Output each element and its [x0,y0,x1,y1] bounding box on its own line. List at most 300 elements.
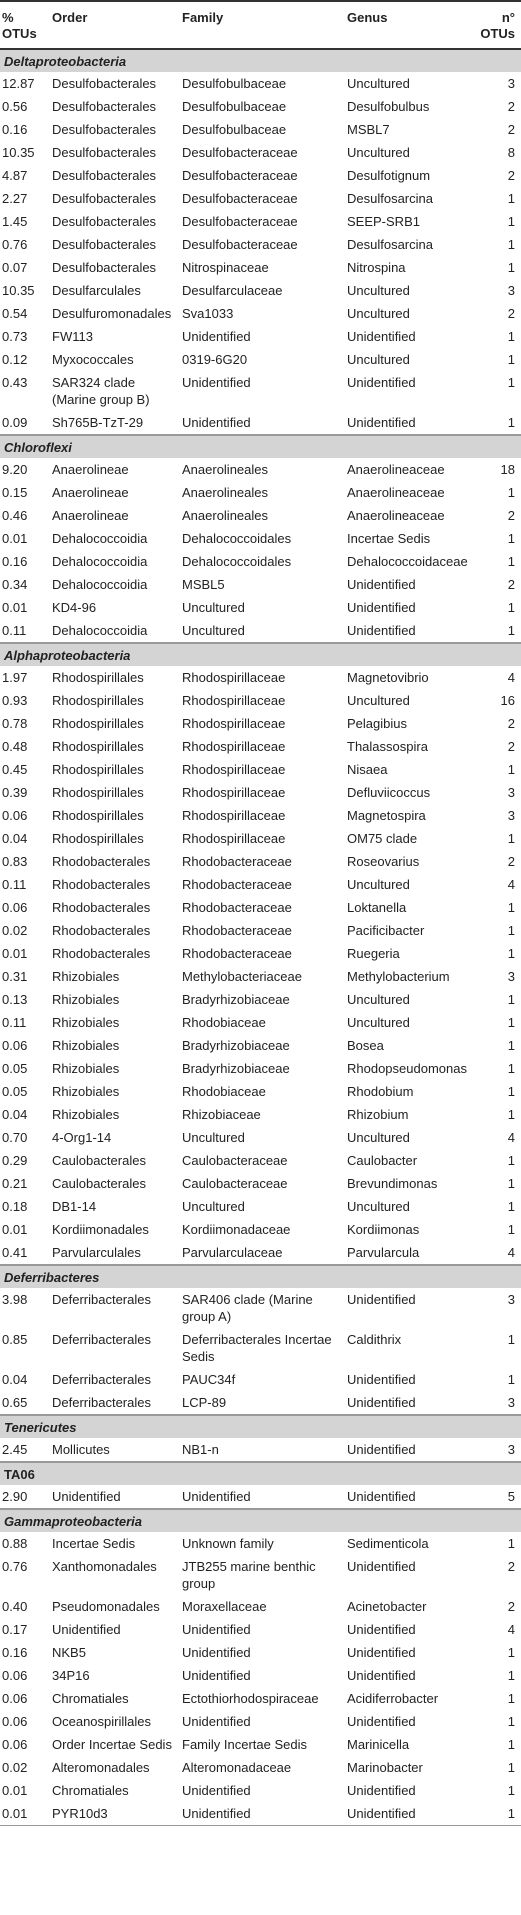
cell-pct-otus: 0.06 [2,1691,28,1706]
cell-family: Desulfobacteraceae [182,191,298,206]
cell-order: Rhodospirillales [52,831,144,846]
cell-pct-otus: 0.54 [2,306,28,321]
cell-order: Rhizobiales [52,1061,120,1076]
cell-order: Deferribacterales [52,1395,151,1410]
cell-family: Dehalococcoidales [182,531,292,546]
table-row [0,758,521,781]
cell-genus: Bosea [347,1038,384,1053]
cell-n-otus: 8 [507,145,515,160]
cell-pct-otus: 0.01 [2,1222,28,1237]
cell-n-otus: 1 [507,1199,515,1214]
table-row [0,1391,521,1415]
cell-order: SAR324 clade (Marine group B) [52,375,150,407]
cell-genus: Uncultured [347,352,410,367]
cell-pct-otus: 0.15 [2,485,28,500]
table-row [0,1641,521,1664]
table-row [0,164,521,187]
cell-n-otus: 16 [500,693,515,708]
cell-pct-otus: 0.83 [2,854,28,869]
table-row [0,458,521,481]
cell-n-otus: 1 [507,1222,515,1237]
cell-pct-otus: 0.01 [2,1783,28,1798]
cell-order: Sh765B-TzT-29 [52,415,144,430]
table-row [0,256,521,279]
cell-pct-otus: 0.05 [2,1061,28,1076]
cell-pct-otus: 0.11 [2,877,27,892]
cell-pct-otus: 0.11 [2,623,27,638]
cell-pct-otus: 0.46 [2,508,28,523]
cell-order: Chromatiales [52,1783,129,1798]
cell-n-otus: 5 [507,1489,515,1504]
cell-pct-otus: 0.05 [2,1084,28,1099]
cell-n-otus: 3 [507,969,515,984]
cell-order: Rhodobacterales [52,877,151,892]
cell-n-otus: 1 [507,1107,515,1122]
cell-genus: Unidentified [347,1622,416,1637]
cell-genus: Unidentified [347,1372,416,1387]
table-row [0,1664,521,1687]
cell-order: Rhodospirillales [52,670,144,685]
table-row [0,1485,521,1509]
cell-family: Unidentified [182,1668,251,1683]
table-row [0,1288,521,1328]
table-row [0,919,521,942]
table-row [0,1149,521,1172]
table-row [0,573,521,596]
header-family: Family [180,1,345,49]
cell-n-otus: 1 [507,1153,515,1168]
cell-n-otus: 1 [507,600,515,615]
cell-pct-otus: 2.45 [2,1442,28,1457]
cell-genus: Rhodopseudomonas [347,1061,467,1076]
cell-genus: Unidentified [347,415,416,430]
cell-pct-otus: 0.73 [2,329,28,344]
cell-n-otus: 2 [507,508,515,523]
cell-pct-otus: 0.13 [2,992,28,1007]
cell-genus: Marinobacter [347,1760,423,1775]
group-name: Alphaproteobacteria [0,643,521,666]
table-row [0,1555,521,1595]
cell-family: Uncultured [182,600,245,615]
cell-n-otus: 1 [507,1015,515,1030]
cell-order: KD4-96 [52,600,97,615]
cell-order: Desulfobacterales [52,214,157,229]
cell-genus: Unidentified [347,329,416,344]
cell-genus: Acidiferrobacter [347,1691,439,1706]
cell-genus: Nitrospina [347,260,406,275]
cell-n-otus: 1 [507,1737,515,1752]
cell-genus: Rhizobium [347,1107,409,1122]
cell-genus: Ruegeria [347,946,400,961]
cell-family: Ectothiorhodospiraceae [182,1691,319,1706]
cell-genus: Unidentified [347,600,416,615]
cell-order: Rhizobiales [52,1038,120,1053]
table-row [0,72,521,95]
table-row [0,896,521,919]
cell-genus: Unidentified [347,1714,416,1729]
group-header-row [0,1462,521,1485]
cell-genus: Uncultured [347,145,410,160]
cell-family: Desulfobulbaceae [182,99,287,114]
cell-order: Rhizobiales [52,1084,120,1099]
table-row [0,1218,521,1241]
cell-family: Moraxellaceae [182,1599,267,1614]
cell-genus: Brevundimonas [347,1176,438,1191]
cell-n-otus: 1 [507,260,515,275]
table-row [0,1080,521,1103]
cell-genus: Dehalococcoidaceae [347,554,468,569]
cell-genus: Nisaea [347,762,388,777]
cell-n-otus: 1 [507,191,515,206]
cell-family: Rhodospirillaceae [182,670,286,685]
cell-n-otus: 1 [507,375,515,390]
cell-family: Rhodobacteraceae [182,900,292,915]
group-header-row [0,435,521,458]
cell-genus: Uncultured [347,1015,410,1030]
table-row [0,596,521,619]
cell-genus: Unidentified [347,1395,416,1410]
cell-order: Dehalococcoidia [52,531,148,546]
cell-genus: Loktanella [347,900,407,915]
cell-genus: Pacificibacter [347,923,425,938]
table-row [0,411,521,435]
cell-genus: Rhodobium [347,1084,414,1099]
table-row [0,712,521,735]
cell-n-otus: 1 [507,1061,515,1076]
cell-family: 0319-6G20 [182,352,248,367]
cell-n-otus: 2 [507,739,515,754]
cell-genus: Desulfosarcina [347,191,433,206]
table-row [0,481,521,504]
table-row [0,1595,521,1618]
cell-family: Unidentified [182,1622,251,1637]
cell-genus: Unidentified [347,1559,416,1574]
cell-family: Rhodobacteraceae [182,946,292,961]
cell-order: Unidentified [52,1622,121,1637]
cell-n-otus: 1 [507,923,515,938]
cell-order: Rhizobiales [52,1015,120,1030]
cell-pct-otus: 0.06 [2,1038,28,1053]
header-pct-otus: % OTUs [0,1,50,49]
cell-n-otus: 4 [507,670,515,685]
cell-family: Desulfobacteraceae [182,214,298,229]
cell-pct-otus: 2.90 [2,1489,28,1504]
cell-n-otus: 1 [507,415,515,430]
cell-pct-otus: 0.07 [2,260,28,275]
cell-family: Alteromonadaceae [182,1760,292,1775]
cell-family: JTB255 marine benthic group [182,1559,316,1591]
cell-order: Alteromonadales [52,1760,150,1775]
table-row [0,988,521,1011]
cell-order: Desulfobacterales [52,237,157,252]
cell-n-otus: 4 [507,1130,515,1145]
cell-n-otus: 1 [507,352,515,367]
table-row [0,850,521,873]
cell-genus: Anaerolineaceae [347,508,445,523]
cell-genus: Acinetobacter [347,1599,427,1614]
cell-order: Anaerolineae [52,508,129,523]
table-row [0,1057,521,1080]
cell-n-otus: 4 [507,1245,515,1260]
cell-order: Rhizobiales [52,969,120,984]
cell-genus: Magnetospira [347,808,426,823]
group-name: Chloroflexi [0,435,521,458]
cell-family: Rhodobiaceae [182,1015,266,1030]
header-n-otus: n° OTUs [475,1,521,49]
table-body [0,49,521,1826]
cell-family: Unidentified [182,1783,251,1798]
cell-pct-otus: 0.70 [2,1130,28,1145]
cell-family: Bradyrhizobiaceae [182,992,290,1007]
cell-family: Anaerolineales [182,485,269,500]
cell-pct-otus: 0.17 [2,1622,28,1637]
table-row [0,141,521,164]
cell-family: Desulfarculaceae [182,283,283,298]
table-row [0,1756,521,1779]
cell-pct-otus: 0.18 [2,1199,28,1214]
cell-order: 4-Org1-14 [52,1130,112,1145]
cell-genus: Defluviicoccus [347,785,431,800]
cell-n-otus: 1 [507,237,515,252]
cell-order: Unidentified [52,1489,121,1504]
cell-n-otus: 1 [507,946,515,961]
cell-family: Family Incertae Sedis [182,1737,307,1752]
cell-pct-otus: 2.27 [2,191,28,206]
table-row [0,1172,521,1195]
cell-family: Caulobacteraceae [182,1176,288,1191]
group-header-row [0,1509,521,1532]
table-row [0,804,521,827]
cell-n-otus: 1 [507,1536,515,1551]
cell-genus: Uncultured [347,877,410,892]
cell-order: Caulobacterales [52,1176,146,1191]
cell-family: PAUC34f [182,1372,236,1387]
cell-genus: Marinicella [347,1737,410,1752]
cell-pct-otus: 0.16 [2,554,28,569]
cell-order: Deferribacterales [52,1292,151,1307]
cell-pct-otus: 0.48 [2,739,28,754]
cell-n-otus: 3 [507,76,515,91]
table-row [0,1103,521,1126]
cell-order: FW113 [52,329,93,344]
cell-family: Caulobacteraceae [182,1153,288,1168]
cell-genus: Incertae Sedis [347,531,431,546]
cell-family: Anaerolineales [182,462,269,477]
cell-n-otus: 1 [507,1645,515,1660]
table-row [0,1438,521,1462]
table-row [0,348,521,371]
cell-genus: Unidentified [347,623,416,638]
cell-n-otus: 1 [507,1332,515,1347]
cell-n-otus: 1 [507,329,515,344]
cell-order: Parvularculales [52,1245,141,1260]
cell-family: Unidentified [180,1802,345,1826]
cell-order: Desulfobacterales [52,99,157,114]
cell-order: Rhodospirillales [52,785,144,800]
cell-family: LCP-89 [182,1395,227,1410]
cell-family: Sva1033 [182,306,234,321]
cell-genus: Unidentified [347,1442,416,1457]
cell-order: Rhodospirillales [52,808,144,823]
cell-order: Desulfobacterales [52,145,157,160]
cell-family: Desulfobacteraceae [182,237,298,252]
cell-order: Anaerolineae [52,485,129,500]
cell-order: Dehalococcoidia [52,623,148,638]
cell-pct-otus: 0.06 [2,1737,28,1752]
cell-n-otus: 2 [507,1559,515,1574]
table-row [0,1779,521,1802]
table-row [0,279,521,302]
header-row [0,1,521,49]
cell-genus: Roseovarius [347,854,420,869]
table-row [0,527,521,550]
cell-n-otus: 1 [507,485,515,500]
table-row [0,1802,521,1826]
cell-n-otus: 1 [507,1084,515,1099]
cell-family: Rhodospirillaceae [182,785,286,800]
cell-family: Anaerolineales [182,508,269,523]
cell-genus: Uncultured [347,76,410,91]
group-header-row [0,643,521,666]
header-order: Order [50,1,180,49]
cell-n-otus: 18 [500,462,515,477]
cell-genus: Unidentified [347,1292,416,1307]
cell-n-otus: 1 [507,1372,515,1387]
cell-family: Unidentified [182,1645,251,1660]
cell-genus: Sedimenticola [347,1536,429,1551]
table-row [0,1733,521,1756]
cell-pct-otus: 0.76 [2,237,28,252]
cell-n-otus: 1 [475,1802,521,1826]
cell-n-otus: 3 [507,283,515,298]
table-row [0,1328,521,1368]
cell-order: Rhizobiales [52,992,120,1007]
cell-n-otus: 1 [507,762,515,777]
cell-n-otus: 3 [507,808,515,823]
cell-genus: Unidentified [347,1668,416,1683]
cell-n-otus: 3 [507,1395,515,1410]
table-header [0,1,521,49]
cell-family: Rhodospirillaceae [182,693,286,708]
cell-family: Unidentified [182,375,251,390]
cell-pct-otus: 0.40 [2,1599,28,1614]
cell-family: Nitrospinaceae [182,260,269,275]
cell-genus: Uncultured [347,1130,410,1145]
cell-genus: Unidentified [345,1802,475,1826]
cell-family: Rhodospirillaceae [182,739,286,754]
cell-pct-otus: 0.06 [2,1714,28,1729]
cell-family: Bradyrhizobiaceae [182,1061,290,1076]
cell-genus: Anaerolineaceae [347,485,445,500]
cell-pct-otus: 0.56 [2,99,28,114]
cell-pct-otus: 0.06 [2,900,28,915]
header-genus: Genus [345,1,475,49]
cell-order: Incertae Sedis [52,1536,136,1551]
table-row [0,689,521,712]
cell-order: Rhodospirillales [52,739,144,754]
cell-genus: Uncultured [347,306,410,321]
cell-n-otus: 1 [507,1038,515,1053]
cell-n-otus: 4 [507,877,515,892]
table-row [0,1126,521,1149]
cell-pct-otus: 0.29 [2,1153,28,1168]
cell-pct-otus: 0.04 [2,1372,28,1387]
cell-pct-otus: 10.35 [2,145,35,160]
cell-family: Desulfobacteraceae [182,168,298,183]
cell-n-otus: 2 [507,716,515,731]
cell-order: Rhodospirillales [52,693,144,708]
cell-genus: Desulfobulbus [347,99,430,114]
cell-n-otus: 1 [507,531,515,546]
cell-order: Rhodospirillales [52,716,144,731]
cell-family: Desulfobacteraceae [182,145,298,160]
cell-pct-otus: 0.16 [2,1645,28,1660]
cell-pct-otus: 0.39 [2,785,28,800]
group-name: Tenericutes [0,1415,521,1438]
cell-genus: Thalassospira [347,739,428,754]
table-row [0,550,521,573]
cell-order: Caulobacterales [52,1153,146,1168]
cell-family: Rhodospirillaceae [182,808,286,823]
cell-family: Uncultured [182,1130,245,1145]
cell-n-otus: 2 [507,122,515,137]
cell-order: Rhodobacterales [52,946,151,961]
cell-pct-otus: 0.01 [2,946,28,961]
cell-genus: Unidentified [347,577,416,592]
cell-n-otus: 1 [507,554,515,569]
cell-order: Kordiimonadales [52,1222,149,1237]
cell-order: Order Incertae Sedis [52,1737,172,1752]
cell-order: Mollicutes [52,1442,110,1457]
cell-order: Desulfarculales [52,283,141,298]
cell-genus: Unidentified [347,1489,416,1504]
cell-pct-otus: 0.06 [2,808,28,823]
cell-genus: Pelagibius [347,716,407,731]
table-row [0,95,521,118]
cell-n-otus: 2 [507,577,515,592]
cell-family: Unidentified [182,1714,251,1729]
cell-n-otus: 1 [507,1760,515,1775]
cell-pct-otus: 0.21 [2,1176,28,1191]
cell-family: Kordiimonadaceae [182,1222,291,1237]
cell-order: Rhodobacterales [52,854,151,869]
table-row [0,1195,521,1218]
cell-genus: Desulfotignum [347,168,431,183]
table-row [0,965,521,988]
cell-family: Rhodobacteraceae [182,923,292,938]
table-row [0,1710,521,1733]
cell-n-otus: 2 [507,854,515,869]
cell-pct-otus: 0.06 [2,1668,28,1683]
cell-order: Desulfobacterales [52,76,157,91]
cell-genus: Desulfosarcina [347,237,433,252]
cell-pct-otus: 0.78 [2,716,28,731]
cell-pct-otus: 0.88 [2,1536,28,1551]
cell-order: DB1-14 [52,1199,97,1214]
cell-family: Unidentified [182,329,251,344]
cell-order: Desulfuromonadales [52,306,172,321]
table-row [0,118,521,141]
cell-family: Rhizobiaceae [182,1107,261,1122]
cell-family: Desulfobulbaceae [182,76,287,91]
cell-family: Uncultured [182,1199,245,1214]
cell-genus: Uncultured [347,1199,410,1214]
table-row [0,1011,521,1034]
cell-family: Uncultured [182,623,245,638]
cell-pct-otus: 0.65 [2,1395,28,1410]
cell-n-otus: 3 [507,785,515,800]
cell-order: Pseudomonadales [52,1599,160,1614]
